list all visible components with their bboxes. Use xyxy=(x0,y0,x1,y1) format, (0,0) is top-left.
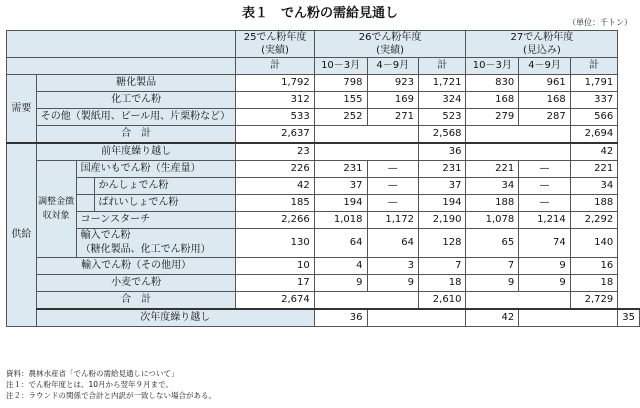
note-1: 注１：でん粉年度とは、10月から翌年９月まで。 xyxy=(6,380,173,389)
row-carry-out: 次年度繰り越し 36 42 35 xyxy=(7,309,640,327)
note-2: 注２：ラウンドの関係で合計と内訳が一致しない場合がある。 xyxy=(6,391,216,400)
row-sweet-potato: かんしょでん粉 42 37 — 37 34 — 34 xyxy=(7,178,640,195)
note-source: 資料：農林水産省「でん粉の需給見通しについて」 xyxy=(6,369,179,378)
header-fy27: 27でん粉年度 (見込み) xyxy=(466,31,618,58)
row-cornstarch: コーンスターチ 2,266 1,018 1,172 2,190 1,078 1,214 2,292 xyxy=(7,212,640,229)
demand-label: 需要 xyxy=(7,75,37,144)
table-title: 表１ でん粉の需給見通し xyxy=(241,6,398,21)
adjust-label: 調整金徴収対象 xyxy=(36,161,76,258)
header-fy26: 26でん粉年度 (実績) xyxy=(314,31,466,58)
unit-label: （単位：千トン） xyxy=(568,18,632,27)
row-other: その他（製紙用、ビール用、片栗粉など） 533 252 271 523 279 287 566 xyxy=(7,109,640,126)
row-sugar: 需要 糖化製品 1,792 798 923 1,721 830 961 1,791 xyxy=(7,75,640,92)
row-import-b: 輸入でん粉（その他用） 10 4 3 7 7 9 16 xyxy=(7,258,640,275)
table-notes xyxy=(6,368,216,401)
row-supply-total: 合 計 2,674 2,610 2,729 xyxy=(7,292,640,310)
supply-demand-table: 25でん粉年度 (実績) 26でん粉年度 (実績) 27でん粉年度 (見込み) 計 10－3月 4－9月 計 10－3月 4－9月 計 需要 糖化製品 1,792 798 923 1,721 830 961 1,791 化工でん粉 312 155 169 324 168 168 337 その他（製紙用、ビール用、片栗粉など） 533 252 271 523 279 287 566 合 計 2,637 2,568 2,694 供給 前年度繰り越し 23 36 42 調整金徴収対象 国産いもでん粉（生産量） 226 231 — 231 221 — 221 かんしょでん粉 42 37 — 37 34 — 34 ばれいしょでん粉 185 194 — 194 188 — 188 コーンスターチ 2,266 1,018 1,172 2,190 1,078 1,214 2,292 輸入でん粉 （糖化製品、化工でん粉用） 130 64 64 128 65 74 140 輸入でん粉（その他用） 10 4 3 7 7 9 16 小麦でん粉 17 9 9 18 9 9 18 合 計 2,674 2,610 2,729 次年度繰り越し 36 42 35 xyxy=(6,30,640,327)
supply-label: 供給 xyxy=(7,143,37,327)
row-chemical: 化工でん粉 312 155 169 324 168 168 337 xyxy=(7,92,640,109)
row-wheat: 小麦でん粉 17 9 9 18 9 9 18 xyxy=(7,275,640,292)
row-carry-in: 供給 前年度繰り越し 23 36 42 xyxy=(7,143,640,161)
row-demand-total: 合 計 2,637 2,568 2,694 xyxy=(7,126,640,144)
row-domestic: 調整金徴収対象 国産いもでん粉（生産量） 226 231 — 231 221 — 221 xyxy=(7,161,640,178)
header-fy25: 25でん粉年度 (実績) xyxy=(236,31,314,58)
row-potato: ばれいしょでん粉 185 194 — 194 188 — 188 xyxy=(7,195,640,212)
